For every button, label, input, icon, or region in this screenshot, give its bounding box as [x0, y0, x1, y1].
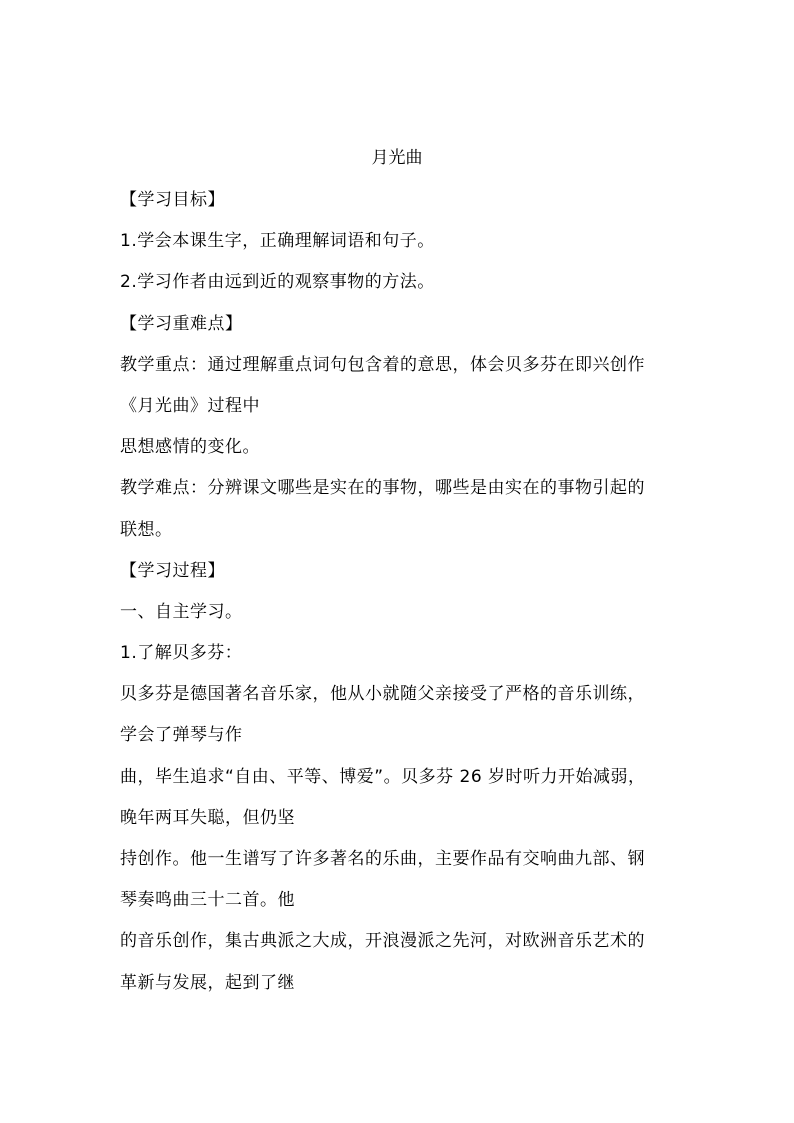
heading-key-difficulties: 【学习重难点】 [120, 313, 243, 334]
document-title: 月光曲 [371, 148, 423, 168]
difficulty-line-2: 联想。 [120, 519, 173, 540]
goal-item-1: 1.学会本课生字，正确理解词语和句子。 [120, 231, 435, 252]
key-point-line-3: 思想感情的变化。 [120, 437, 260, 458]
paragraph-line: 晚年两耳失聪，但仍坚 [120, 807, 295, 828]
paragraph-line: 贝多芬是德国著名音乐家，他从小就随父亲接受了严格的音乐训练， [120, 684, 645, 705]
key-point-line-1: 教学重点：通过理解重点词句包含着的意思，体会贝多芬在即兴创作 [120, 354, 645, 375]
document-body [120, 186, 690, 1010]
paragraph-line: 持创作。他一生谱写了许多著名的乐曲，主要作品有交响曲九部、钢 [120, 849, 645, 869]
section-self-study: 一、自主学习。 [120, 601, 243, 622]
paragraph-line: 革新与发展，起到了继 [120, 972, 295, 993]
item-about-beethoven: 1.了解贝多芬： [120, 643, 243, 664]
heading-learning-process: 【学习过程】 [120, 560, 225, 581]
paragraph-line: 的音乐创作，集古典派之大成，开浪漫派之先河，对欧洲音乐艺术的 [120, 931, 645, 952]
difficulty-line-1: 教学难点：分辨课文哪些是实在的事物，哪些是由实在的事物引起的 [120, 478, 645, 499]
paragraph-line: 琴奏鸣曲三十二首。他 [120, 890, 295, 911]
heading-learning-goals: 【学习目标】 [120, 190, 225, 210]
paragraph-line: 曲，毕生追求“自由、平等、博爱”。贝多芬 26 岁时听力开始减弱， [120, 766, 646, 787]
goal-item-2: 2.学习作者由远到近的观察事物的方法。 [120, 272, 435, 293]
key-point-line-2: 《月光曲》过程中 [120, 395, 260, 416]
paragraph-line: 学会了弹琴与作 [120, 725, 243, 746]
